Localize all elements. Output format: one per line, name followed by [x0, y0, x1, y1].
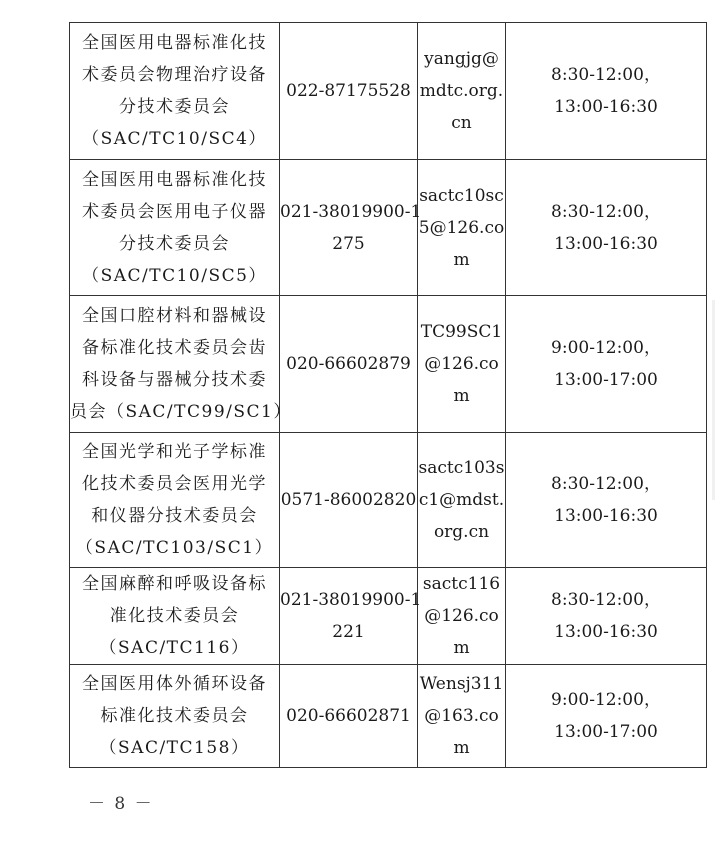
office-hours-line: 13:00-16:30	[554, 506, 658, 526]
email-cell	[418, 433, 506, 568]
phone-line: 021-38019900-1	[280, 201, 422, 222]
email-line: cn	[451, 113, 472, 133]
email-line: m	[453, 386, 470, 406]
committee-name-cell	[70, 160, 280, 296]
contact-table-body	[70, 23, 707, 768]
office-hours-line: 9:00-12:00，	[551, 690, 661, 710]
table-row	[70, 433, 707, 568]
email-line: 5@126.co	[418, 217, 505, 238]
committee-name-line: 标准化技术委员会	[100, 706, 249, 726]
committee-name-line: 员会（SAC/TC99/SC1）	[70, 402, 292, 422]
phone-cell	[280, 160, 422, 296]
committee-name-line: （SAC/TC103/SC1）	[75, 538, 274, 558]
contact-table	[69, 22, 707, 768]
committee-name-cell	[70, 433, 280, 568]
table-row	[70, 160, 707, 296]
phone-cell	[280, 665, 418, 768]
committee-name-line: 全国口腔材料和器械设	[82, 306, 267, 326]
office-hours-line: 8:30-12:00，	[551, 474, 661, 494]
email-line: sactc10sc	[419, 185, 504, 206]
committee-name-line: 全国医用电器标准化技	[82, 33, 267, 53]
committee-name-line: 化技术委员会医用光学	[82, 474, 267, 494]
email-cell	[418, 160, 506, 296]
office-hours-cell	[506, 23, 707, 160]
email-cell	[418, 568, 506, 665]
committee-name-line: 科设备与器械分技术委	[82, 370, 267, 390]
phone-line: 0571-86002820	[280, 490, 417, 510]
committee-name-line: 全国麻醉和呼吸设备标	[82, 574, 267, 594]
committee-name-line: 全国光学和光子学标准	[82, 442, 267, 462]
committee-name-cell	[70, 23, 280, 160]
email-line: @163.co	[424, 706, 499, 726]
phone-cell	[280, 296, 418, 433]
office-hours-cell	[506, 296, 707, 433]
email-line: m	[453, 738, 470, 758]
phone-line: 221	[332, 622, 365, 642]
email-line: @126.co	[424, 606, 499, 626]
table-row	[70, 23, 707, 160]
phone-line: 021-38019900-1	[280, 590, 422, 610]
email-line: @126.co	[424, 354, 499, 374]
office-hours-cell	[506, 433, 707, 568]
email-line: c1@mdst.	[418, 490, 505, 510]
committee-name-cell	[70, 568, 280, 665]
page-number: － 8 －	[88, 794, 154, 814]
office-hours-cell	[506, 568, 707, 665]
office-hours-line: 8:30-12:00，	[551, 201, 661, 222]
office-hours-line: 13:00-17:00	[554, 370, 658, 390]
email-cell	[418, 23, 506, 160]
office-hours-line: 13:00-16:30	[554, 233, 658, 254]
email-cell	[418, 296, 506, 433]
phone-line: 020-66602871	[286, 706, 411, 726]
committee-name-line: 备标准化技术委员会齿	[82, 338, 267, 358]
committee-name-line: 术委员会物理治疗设备	[82, 65, 267, 85]
phone-cell	[280, 433, 418, 568]
phone-line: 275	[332, 233, 365, 254]
phone-cell	[280, 568, 422, 665]
phone-line: 020-66602879	[286, 354, 411, 374]
office-hours-line: 8:30-12:00，	[551, 65, 661, 85]
committee-name-line: 和仪器分技术委员会	[91, 506, 258, 526]
table-row	[70, 568, 707, 665]
email-line: TC99SC1	[420, 322, 503, 342]
email-line: sactc116	[422, 574, 501, 594]
email-cell	[418, 665, 506, 768]
committee-name-cell	[70, 665, 280, 768]
office-hours-cell	[506, 665, 707, 768]
email-line: m	[453, 638, 470, 658]
email-line: yangjg@	[424, 49, 499, 69]
phone-line: 022-87175528	[286, 81, 411, 101]
email-line: mdtc.org.	[419, 81, 504, 101]
office-hours-cell	[506, 160, 707, 296]
phone-cell	[280, 23, 418, 160]
office-hours-line: 13:00-16:30	[554, 97, 658, 117]
committee-name-line: 全国医用体外循环设备	[82, 674, 267, 694]
committee-name-line: 分技术委员会	[119, 233, 230, 254]
email-line: sactc103s	[418, 458, 505, 478]
committee-name-line: 全国医用电器标准化技	[82, 169, 267, 190]
committee-name-line: （SAC/TC10/SC4）	[82, 129, 267, 149]
office-hours-line: 9:00-12:00，	[551, 338, 661, 358]
committee-name-line: 分技术委员会	[119, 97, 230, 117]
committee-name-line: 准化技术委员会	[109, 606, 240, 626]
office-hours-line: 8:30-12:00，	[551, 590, 661, 610]
email-line: Wensj311	[419, 674, 504, 694]
committee-name-line: （SAC/TC158）	[99, 738, 250, 758]
committee-name-line: （SAC/TC116）	[99, 638, 250, 658]
email-line: org.cn	[433, 522, 490, 542]
committee-name-line: 术委员会医用电子仪器	[82, 201, 267, 222]
table-row	[70, 296, 707, 433]
committee-name-line: （SAC/TC10/SC5）	[82, 265, 267, 286]
table-row	[70, 665, 707, 768]
office-hours-line: 13:00-16:30	[554, 622, 658, 642]
committee-name-cell	[70, 296, 292, 433]
office-hours-line: 13:00-17:00	[554, 722, 658, 742]
email-line: m	[453, 249, 470, 270]
